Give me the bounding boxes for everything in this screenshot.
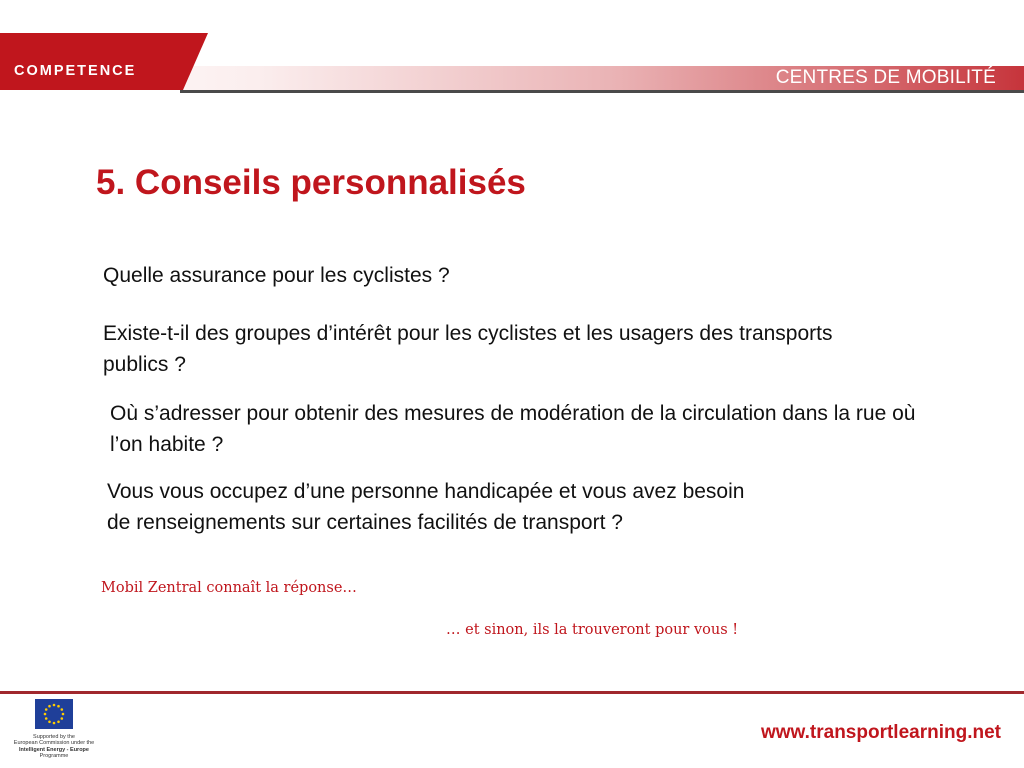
footer-divider	[0, 691, 1024, 694]
question-interest-groups: Existe-t-il des groupes d’intérêt pour les cyclistes et les usagers des transports publics ?	[103, 322, 833, 376]
question-disabled-transport: Vous vous occupez d’une personne handicapée et vous avez besoin de renseignements sur certaines facilités de transport ?	[107, 480, 745, 534]
note-will-find-out: … et sinon, ils la trouveront pour vous !	[446, 622, 739, 638]
header-title: CENTRES DE MOBILITÉ	[775, 67, 996, 88]
footer-website-link[interactable]: www.transportlearning.net	[761, 722, 1001, 743]
eu-support-text	[4, 734, 104, 760]
question-insurance: Quelle assurance pour les cyclistes ?	[103, 264, 450, 287]
eu-support-badge	[4, 698, 104, 766]
eu-flag-icon	[35, 699, 73, 729]
slide-title: 5. Conseils personnalisés	[96, 163, 526, 202]
eu-support-line: Intelligent Energy - Europe	[19, 746, 89, 753]
question-traffic-calming: Où s’adresser pour obtenir des mesures de modération de la circulation dans la rue où l’on habite ?	[110, 402, 916, 456]
note-mobil-zentral: Mobil Zentral connaît la réponse…	[101, 580, 357, 596]
header-divider	[180, 90, 1024, 93]
eu-support-line: Supported by the	[33, 734, 75, 740]
competence-logo-text: COMPETENCE	[14, 63, 137, 79]
eu-support-line: European Commission under the	[13, 740, 95, 747]
eu-support-line: Programme	[39, 753, 69, 760]
header	[0, 0, 1024, 100]
